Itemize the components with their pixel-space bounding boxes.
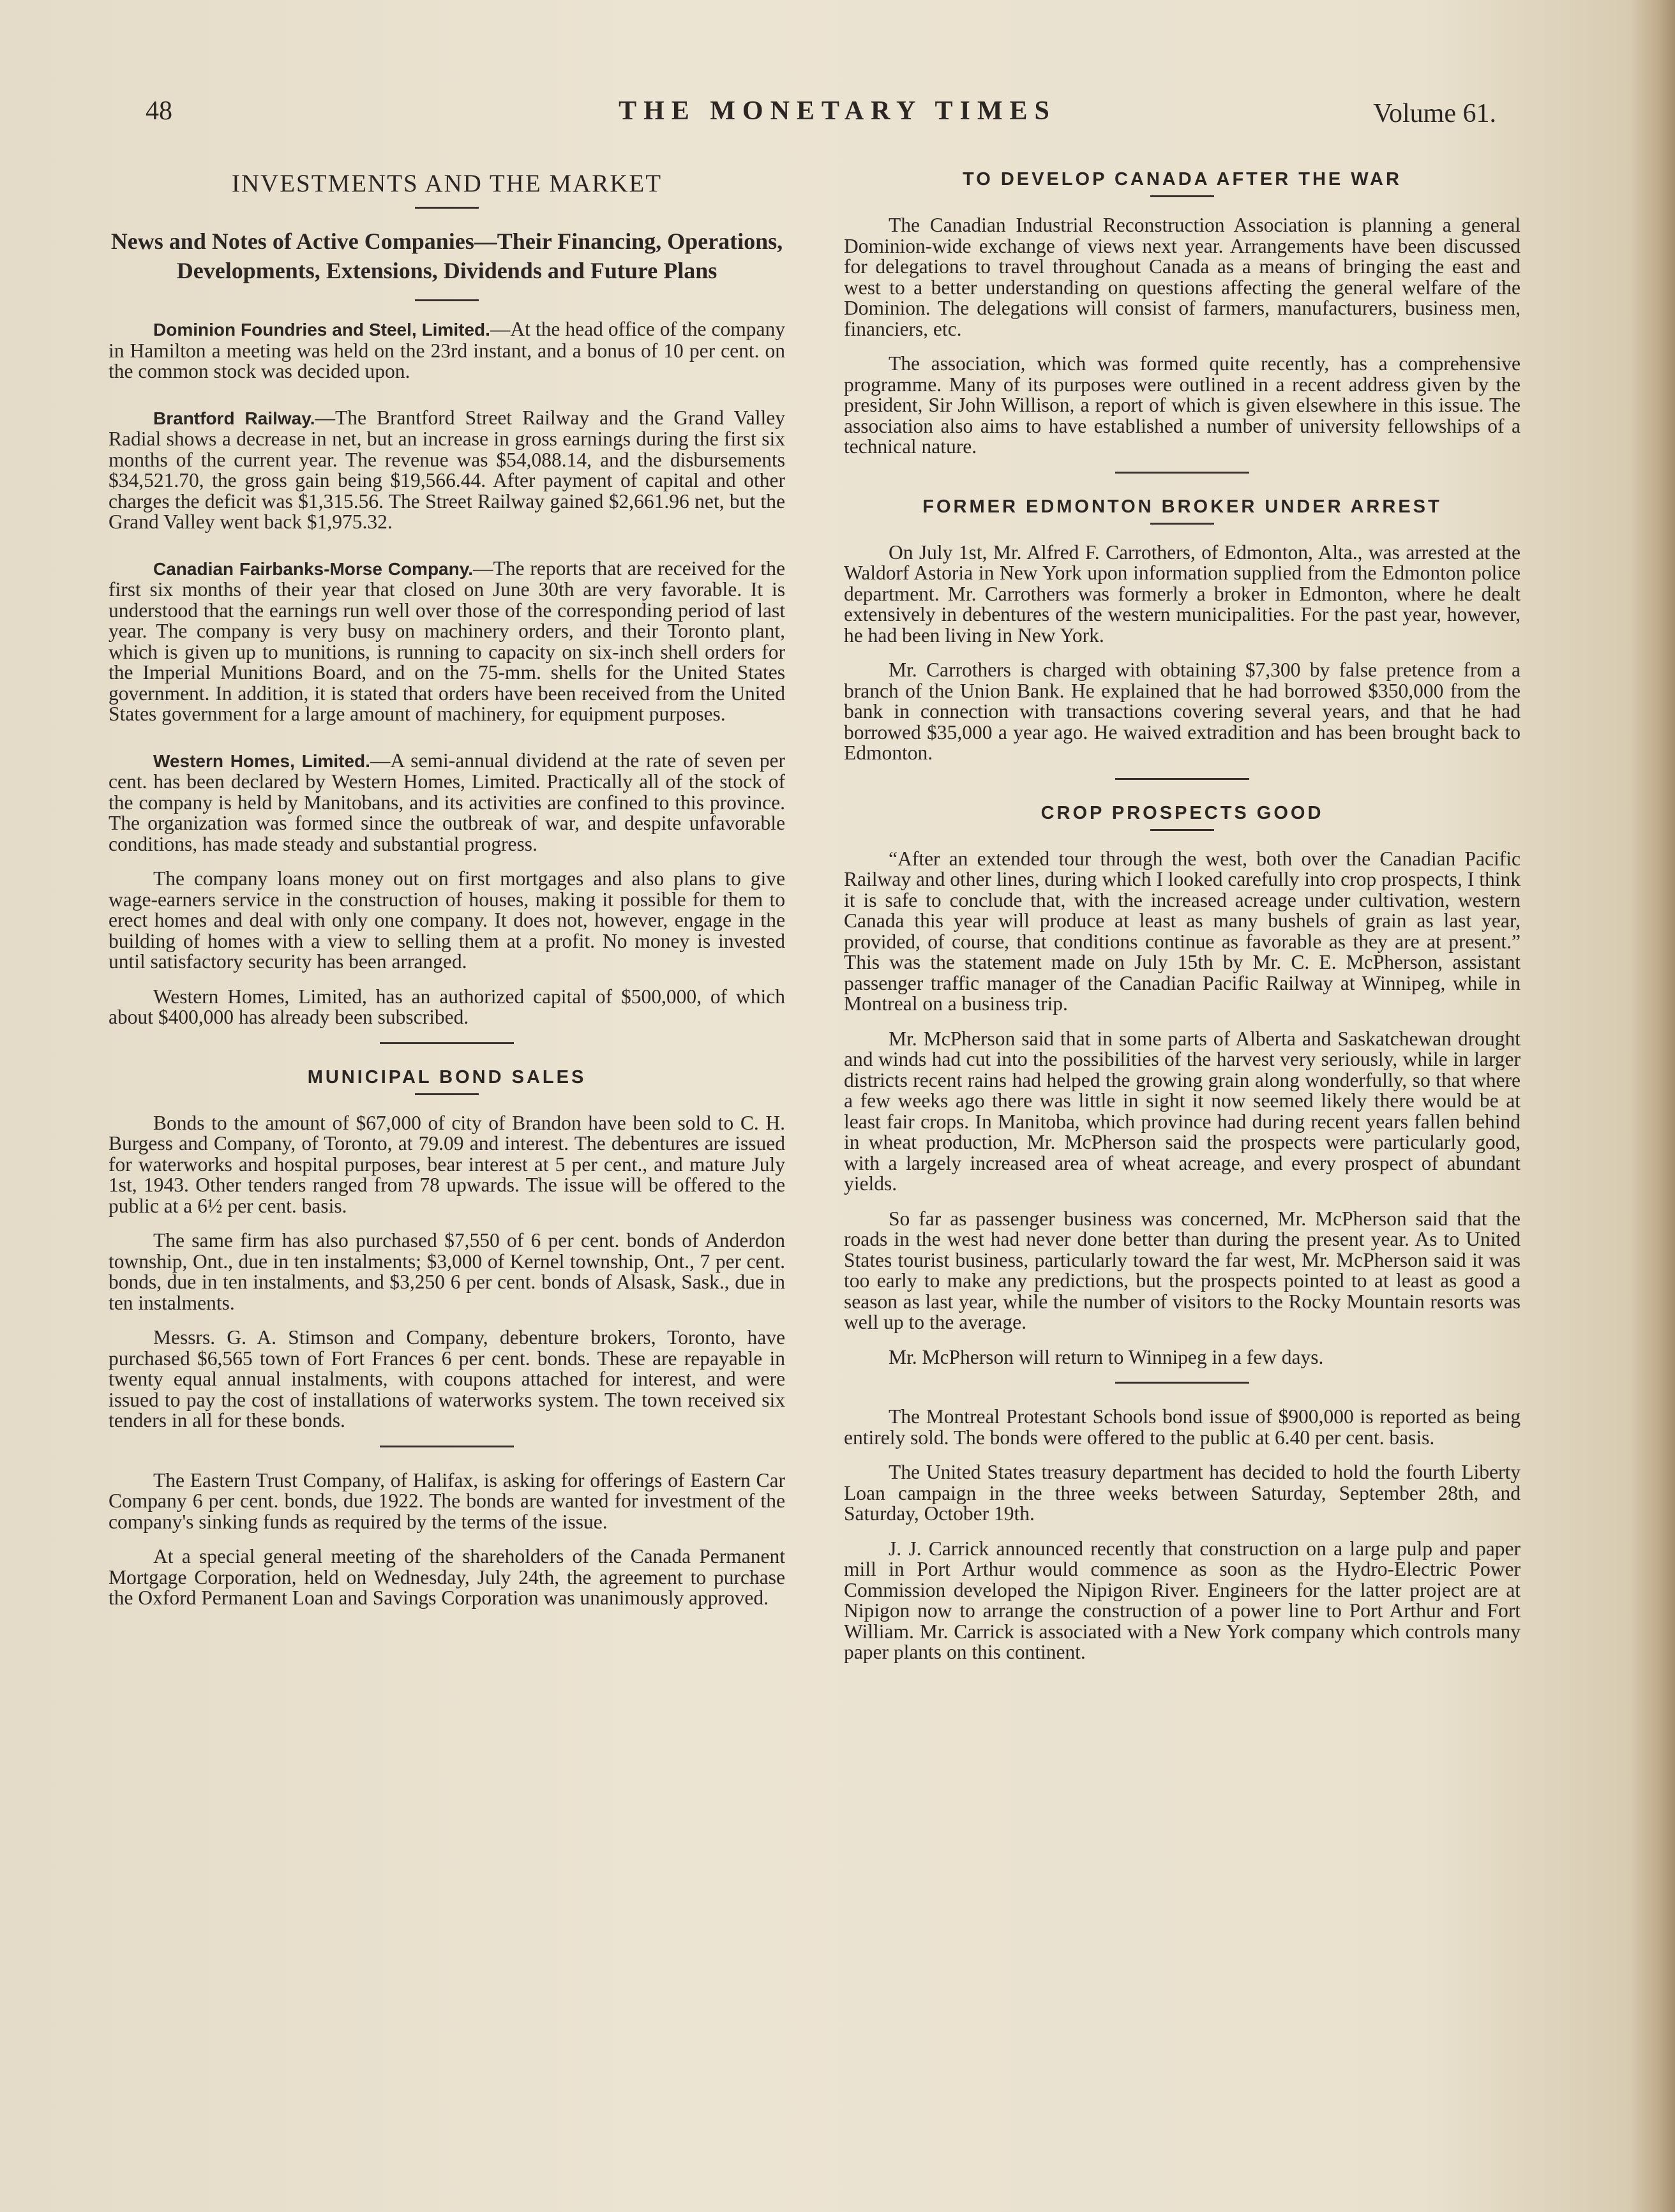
heading-municipal-bond-sales: MUNICIPAL BOND SALES (307, 1066, 587, 1087)
page-number: 48 (146, 96, 172, 126)
divider (1115, 472, 1249, 474)
article-paragraph: The company loans money out on first mortgages and also plans to give wage-earners service in the construction of houses, making it possible for them to erect homes and deal with only one company. It does not, however, engage in the building of homes with a view to selling them at a profit. No money is invested until satisfactory security has been arranged. (109, 867, 785, 973)
article-paragraph: “After an extended tour through the west, both over the Canadian Pacific Railway and other lines, during which I looked carefully into crop prospects, I think it is safe to conclude that, with the increased acreage under cultivation, western Canada this year will produce at least as many bushels of grain as last year, provided, of course, that conditions continue as favorable as they are at present.” This was the statement made on July 15th by Mr. C. E. McPherson, assistant passenger traffic manager of the Canadian Pacific Railway at Winnipeg, while in Montreal on a business trip. (844, 847, 1521, 1015)
section-subtitle: News and Notes of Active Companies—Their Financing, Operations, Developments, Extensions, Dividends and Future Plans (110, 228, 783, 283)
company-name: Canadian Fairbanks-Morse Company. (153, 558, 474, 579)
article-text: —The Brantford Street Railway and the Grand Valley Radial shows a decrease in net, but an increase in gross earnings during the first six months of the current year. The revenue was $54,088.14, and the disbursements $34,521.70, the gross gain being $19,566.44. After payment of capital and other charges the deficit was $1,315.56. The Street Railway gained $2,661.96 net, but the Grand Valley went back $1,975.32. (109, 406, 785, 533)
article-text: —A semi-annual dividend at the rate of seven per cent. has been declared by Western Homes, Limited. Practically all of the stock of the company is held by Manitobans, and its activities are confined to this province. The organization was formed since the outbreak of war, and despite unfavorable conditions, has made steady and substantial progress. (109, 749, 785, 855)
article-paragraph: J. J. Carrick announced recently that construction on a large pulp and paper mill in Port Arthur would commence as soon as the Hydro-Electric Power Commission developed the Nipigon River. Engineers for the latter project are at Nipigon now to arrange the construction of a power line to Port Arthur and Fort William. Mr. Carrick is associated with a New York company which controls many paper plants on this continent. (844, 1537, 1521, 1663)
divider (1150, 195, 1214, 197)
article-text: —The reports that are received for the first six months of their year that closed on June 30th are very favorable. It is understood that the earnings run well over those of the corresponding period of last year. The company is very busy on machinery orders, and their Toronto plant, which is given up to munitions, is running to capacity on six-inch shell orders for the Imperial Munitions Board, and on the 75-mm. shells for the United States government. In addition, it is stated that orders have been received from the United States government for a large amount of machinery, for equipment purposes. (109, 557, 785, 725)
article-text: —At the head office of the company in Hamilton a meeting was held on the 23rd instant, and a bonus of 10 per cent. on the common stock was decided upon. (109, 318, 785, 382)
volume-label: Volume 61. (1373, 99, 1496, 128)
article-paragraph: The same firm has also purchased $7,550 of 6 per cent. bonds of Anderdon township, Ont., due in ten instalments; $3,000 of Kernel township, Ont., 7 per cent. bonds, due in ten instalments, and $3,250 6 per cent. bonds of Alsask, Sask., due in ten instalments. (109, 1229, 785, 1314)
section-title: INVESTMENTS AND THE MARKET (231, 170, 663, 197)
divider (1150, 523, 1214, 525)
article-paragraph: Mr. McPherson said that in some parts of Alberta and Saskatchewan drought and winds had cut into the possibilities of the harvest very seriously, while in larger districts recent rains had helped the growing grain along wonderfully, so that where a few weeks ago there was little in sight it now seemed likely there would be at least fair crops. In Manitoba, which province had during recent years fallen behind in wheat production, Mr. McPherson said the prospects were particularly good, with a largely increased area of wheat acreage, and every prospect of abundant yields. (844, 1027, 1521, 1195)
heading-edmonton-broker: FORMER EDMONTON BROKER UNDER ARREST (922, 496, 1442, 517)
article-paragraph: The Canadian Industrial Reconstruction Association is planning a general Dominion-wide exchange of views next year. Arrangements have been discussed for delegations to travel throughout Canada as a means of bringing the east and west to a better understanding on questions affecting the general welfare of the Dominion. The delegations will consist of farmers, manufacturers, business men, financiers, etc. (844, 214, 1521, 340)
article-paragraph: The association, which was formed quite recently, has a comprehensive programme. Many of its purposes were outlined in a recent address given by the president, Sir John Willison, a report of which is given elsewhere in this issue. The association also aims to have established a number of university fellowships of a technical nature. (844, 352, 1521, 458)
article-fairbanks-morse (109, 558, 785, 725)
company-name: Brantford Railway. (153, 408, 315, 428)
article-paragraph: The Montreal Protestant Schools bond issue of $900,000 is reported as being entirely sold. The bonds were offered to the public at 6.40 per cent. basis. (844, 1405, 1521, 1449)
article-brantford-railway (109, 408, 785, 533)
divider (415, 207, 479, 209)
divider (415, 299, 479, 301)
article-paragraph: Messrs. G. A. Stimson and Company, debenture brokers, Toronto, have purchased $6,565 town of Fort Frances 6 per cent. bonds. These are repayable in twenty equal annual instalments, with coupons attached for interest, and were issued to pay the cost of installations of waterworks system. The town received six tenders in all for these bonds. (109, 1326, 785, 1431)
article-western-homes (109, 751, 785, 855)
company-name: Dominion Foundries and Steel, Limited. (153, 320, 490, 340)
divider (380, 1446, 514, 1447)
article-paragraph: Bonds to the amount of $67,000 of city of Brandon have been sold to C. H. Burgess and Company, of Toronto, at 79.09 and interest. The debentures are issued for waterworks and hospital purposes, bear interest at 5 per cent., and mature July 1st, 1943. Other tenders ranged from 78 upwards. The issue will be offered to the public at a 6½ per cent. basis. (109, 1111, 785, 1217)
right-column (844, 169, 1521, 1677)
article-paragraph: The United States treasury department has decided to hold the fourth Liberty Loan campaign in the three weeks between Saturday, September 28th, and Saturday, October 19th. (844, 1461, 1521, 1525)
article-paragraph: At a special general meeting of the shareholders of the Canada Permanent Mortgage Corporation, held on Wednesday, July 24th, the agreement to purchase the Oxford Permanent Loan and Savings Corporation was unanimously approved. (109, 1545, 785, 1609)
heading-develop-canada: TO DEVELOP CANADA AFTER THE WAR (963, 169, 1402, 190)
article-paragraph: The Eastern Trust Company, of Halifax, is asking for offerings of Eastern Car Company 6 per cent. bonds, due 1922. The bonds are wanted for investment of the company's sinking funds as required by the terms of the issue. (109, 1468, 785, 1533)
divider (1150, 829, 1214, 831)
heading-crop-prospects: CROP PROSPECTS GOOD (1040, 802, 1324, 823)
page-edge-shadow (1630, 0, 1675, 2212)
article-paragraph: Mr. Carrothers is charged with obtaining $7,300 by false pretence from a branch of the Union Bank. He explained that he had borrowed $350,000 from the bank in connection with transactions covering several years, and that he had borrowed $35,000 a year ago. He waived extradition and has been brought back to Edmonton. (844, 659, 1521, 764)
divider (380, 1042, 514, 1044)
company-name: Western Homes, Limited. (153, 751, 370, 771)
page-header (0, 96, 1675, 140)
article-paragraph: Western Homes, Limited, has an authorized capital of $500,000, of which about $400,000 has already been subscribed. (109, 985, 785, 1028)
divider (415, 1093, 479, 1095)
left-column (109, 169, 785, 1623)
publication-title: THE MONETARY TIMES (619, 96, 1056, 126)
article-paragraph: Mr. McPherson will return to Winnipeg in a few days. (889, 1345, 1324, 1368)
divider (1115, 1382, 1249, 1384)
article-paragraph: On July 1st, Mr. Alfred F. Carrothers, of Edmonton, Alta., was arrested at the Waldorf Astoria in New York upon information supplied from the Edmonton police department. Mr. Carrothers was formerly a broker in Edmonton, where he dealt extensively in debentures of the western municipalities. For the past year, however, he had been living in New York. (844, 541, 1521, 646)
article-paragraph: So far as passenger business was concerned, Mr. McPherson said that the roads in the west had never done better than during the present year. As to United States tourist business, particularly toward the far west, Mr. McPherson said it was too early to make any predictions, but the prospects pointed to at least as good a season as last year, while the number of visitors to the Rocky Mountain resorts was well up to the average. (844, 1207, 1521, 1333)
article-dominion-foundries (109, 319, 785, 382)
divider (1115, 778, 1249, 780)
